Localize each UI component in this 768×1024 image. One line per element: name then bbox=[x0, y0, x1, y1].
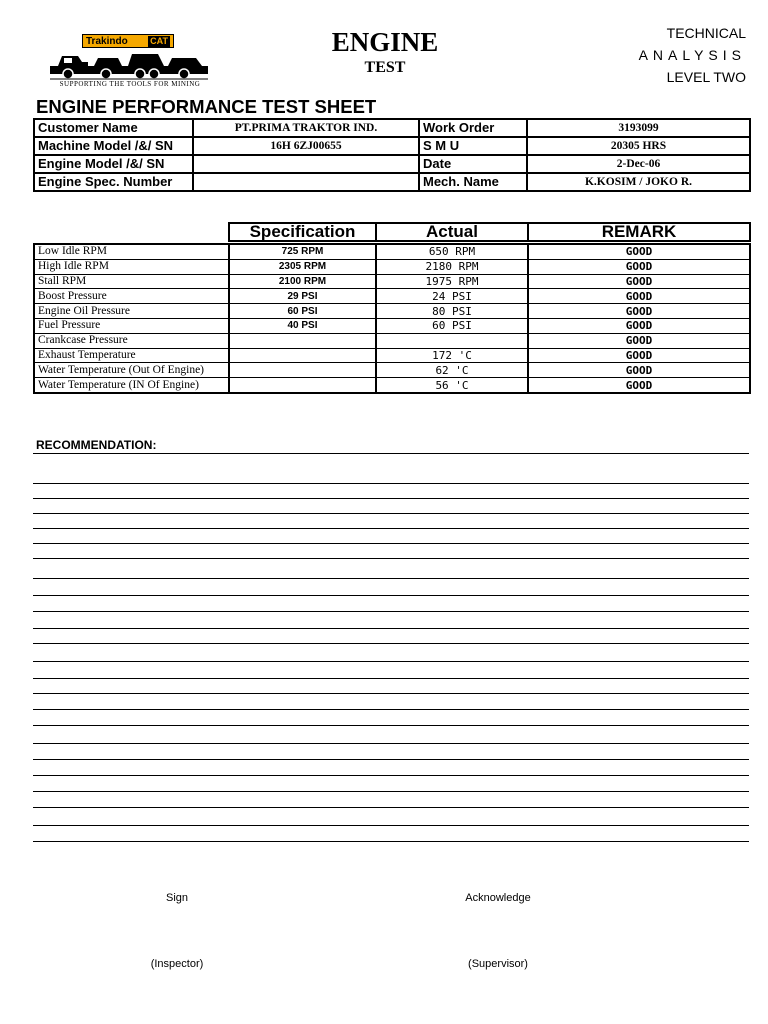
logo-cat-mark: CAT bbox=[150, 35, 168, 46]
actual-cell: 1975 RPM bbox=[376, 274, 528, 289]
actual-cell: 2180 RPM bbox=[376, 259, 528, 274]
table-row bbox=[34, 259, 750, 274]
table-row bbox=[34, 318, 750, 333]
writing-line bbox=[33, 693, 749, 694]
writing-line bbox=[33, 841, 749, 842]
company-logo bbox=[44, 34, 212, 92]
level-line-analysis: ANALYSIS bbox=[638, 47, 746, 63]
performance-header bbox=[228, 222, 751, 242]
specification-cell: 60 PSI bbox=[229, 304, 376, 319]
machine-model-label: Machine Model /&/ SN bbox=[34, 137, 193, 155]
writing-line bbox=[33, 483, 749, 484]
logo-tagline: SUPPORTING THE TOOLS FOR MINING bbox=[59, 80, 201, 88]
remark-cell: GOOD bbox=[528, 304, 750, 319]
parameter-cell: Water Temperature (IN Of Engine) bbox=[34, 378, 229, 393]
parameter-cell: Stall RPM bbox=[34, 274, 229, 289]
writing-line bbox=[33, 759, 749, 760]
table-row bbox=[34, 333, 750, 348]
specification-cell: 40 PSI bbox=[229, 318, 376, 333]
writing-line bbox=[33, 558, 749, 559]
actual-cell bbox=[376, 333, 528, 348]
remark-cell: GOOD bbox=[528, 348, 750, 363]
sheet-title: ENGINE PERFORMANCE TEST SHEET bbox=[36, 96, 377, 117]
engine-model-label: Engine Model /&/ SN bbox=[34, 155, 193, 173]
work-order-label: Work Order bbox=[419, 119, 527, 137]
writing-line bbox=[33, 775, 749, 776]
parameter-cell: Boost Pressure bbox=[34, 289, 229, 304]
actual-cell: 650 RPM bbox=[376, 244, 528, 259]
remark-cell: GOOD bbox=[528, 333, 750, 348]
writing-line bbox=[33, 661, 749, 662]
customer-name-value: PT.PRIMA TRAKTOR IND. bbox=[193, 119, 419, 137]
specification-cell: 29 PSI bbox=[229, 289, 376, 304]
parameter-cell: Fuel Pressure bbox=[34, 318, 229, 333]
info-row bbox=[34, 173, 750, 191]
writing-line bbox=[33, 543, 749, 544]
parameter-cell: Crankcase Pressure bbox=[34, 333, 229, 348]
parameter-cell: Water Temperature (Out Of Engine) bbox=[34, 363, 229, 378]
parameter-cell: High Idle RPM bbox=[34, 259, 229, 274]
specification-cell bbox=[229, 363, 376, 378]
actual-cell: 62 'C bbox=[376, 363, 528, 378]
remark-cell: GOOD bbox=[528, 289, 750, 304]
info-table bbox=[33, 118, 751, 192]
writing-line bbox=[33, 791, 749, 792]
level-line-level: LEVEL TWO bbox=[666, 69, 746, 85]
writing-line bbox=[33, 743, 749, 744]
level-line-technical: TECHNICAL bbox=[666, 25, 746, 41]
writing-line bbox=[33, 725, 749, 726]
writing-line bbox=[33, 453, 749, 454]
remark-cell: GOOD bbox=[528, 318, 750, 333]
specification-cell: 2305 RPM bbox=[229, 259, 376, 274]
writing-line bbox=[33, 498, 749, 499]
mech-name-value: K.KOSIM / JOKO R. bbox=[527, 173, 750, 191]
specification-cell bbox=[229, 348, 376, 363]
writing-line bbox=[33, 807, 749, 808]
page-subtitle: TEST bbox=[364, 59, 406, 76]
writing-line bbox=[33, 611, 749, 612]
actual-cell: 80 PSI bbox=[376, 304, 528, 319]
sign-label: Sign bbox=[165, 892, 189, 904]
remark-cell: GOOD bbox=[528, 259, 750, 274]
table-row bbox=[34, 289, 750, 304]
performance-table bbox=[33, 243, 751, 394]
page-title: ENGINE bbox=[331, 27, 439, 57]
actual-cell: 56 'C bbox=[376, 378, 528, 393]
writing-line bbox=[33, 513, 749, 514]
engine-spec-value bbox=[193, 173, 419, 191]
smu-label: S M U bbox=[419, 137, 527, 155]
specification-cell: 725 RPM bbox=[229, 244, 376, 259]
remark-cell: GOOD bbox=[528, 378, 750, 393]
parameter-cell: Engine Oil Pressure bbox=[34, 304, 229, 319]
date-label: Date bbox=[419, 155, 527, 173]
writing-line bbox=[33, 678, 749, 679]
work-order-value: 3193099 bbox=[527, 119, 750, 137]
mining-equipment-icon bbox=[48, 52, 210, 80]
logo-brand: Trakindo bbox=[86, 35, 128, 47]
mech-name-label: Mech. Name bbox=[419, 173, 527, 191]
date-value: 2-Dec-06 bbox=[527, 155, 750, 173]
actual-cell: 60 PSI bbox=[376, 318, 528, 333]
specification-header: Specification bbox=[229, 223, 376, 241]
info-row bbox=[34, 119, 750, 137]
remark-cell: GOOD bbox=[528, 244, 750, 259]
writing-line bbox=[33, 628, 749, 629]
remark-cell: GOOD bbox=[528, 363, 750, 378]
writing-line bbox=[33, 578, 749, 579]
machine-model-value: 16H 6ZJ00655 bbox=[193, 137, 419, 155]
remark-header: REMARK bbox=[528, 223, 750, 241]
table-row bbox=[34, 363, 750, 378]
info-row bbox=[34, 137, 750, 155]
writing-line bbox=[33, 643, 749, 644]
table-row bbox=[34, 244, 750, 259]
inspector-label: (Inspector) bbox=[150, 958, 204, 970]
actual-cell: 172 'C bbox=[376, 348, 528, 363]
specification-cell bbox=[229, 378, 376, 393]
remark-cell: GOOD bbox=[528, 274, 750, 289]
logo-badge bbox=[82, 34, 174, 48]
specification-cell: 2100 RPM bbox=[229, 274, 376, 289]
writing-line bbox=[33, 528, 749, 529]
engine-model-value bbox=[193, 155, 419, 173]
supervisor-label: (Supervisor) bbox=[468, 958, 528, 970]
parameter-cell: Exhaust Temperature bbox=[34, 348, 229, 363]
table-row bbox=[34, 304, 750, 319]
table-row bbox=[34, 378, 750, 393]
actual-cell: 24 PSI bbox=[376, 289, 528, 304]
customer-name-label: Customer Name bbox=[34, 119, 193, 137]
acknowledge-label: Acknowledge bbox=[465, 892, 531, 904]
table-row bbox=[34, 274, 750, 289]
table-row bbox=[34, 348, 750, 363]
writing-line bbox=[33, 825, 749, 826]
actual-header: Actual bbox=[376, 223, 528, 241]
recommendation-label: RECOMMENDATION: bbox=[36, 438, 157, 452]
parameter-cell: Low Idle RPM bbox=[34, 244, 229, 259]
engine-spec-label: Engine Spec. Number bbox=[34, 173, 193, 191]
info-row bbox=[34, 155, 750, 173]
smu-value: 20305 HRS bbox=[527, 137, 750, 155]
writing-line bbox=[33, 709, 749, 710]
analysis-level bbox=[596, 22, 746, 88]
specification-cell bbox=[229, 333, 376, 348]
writing-line bbox=[33, 595, 749, 596]
